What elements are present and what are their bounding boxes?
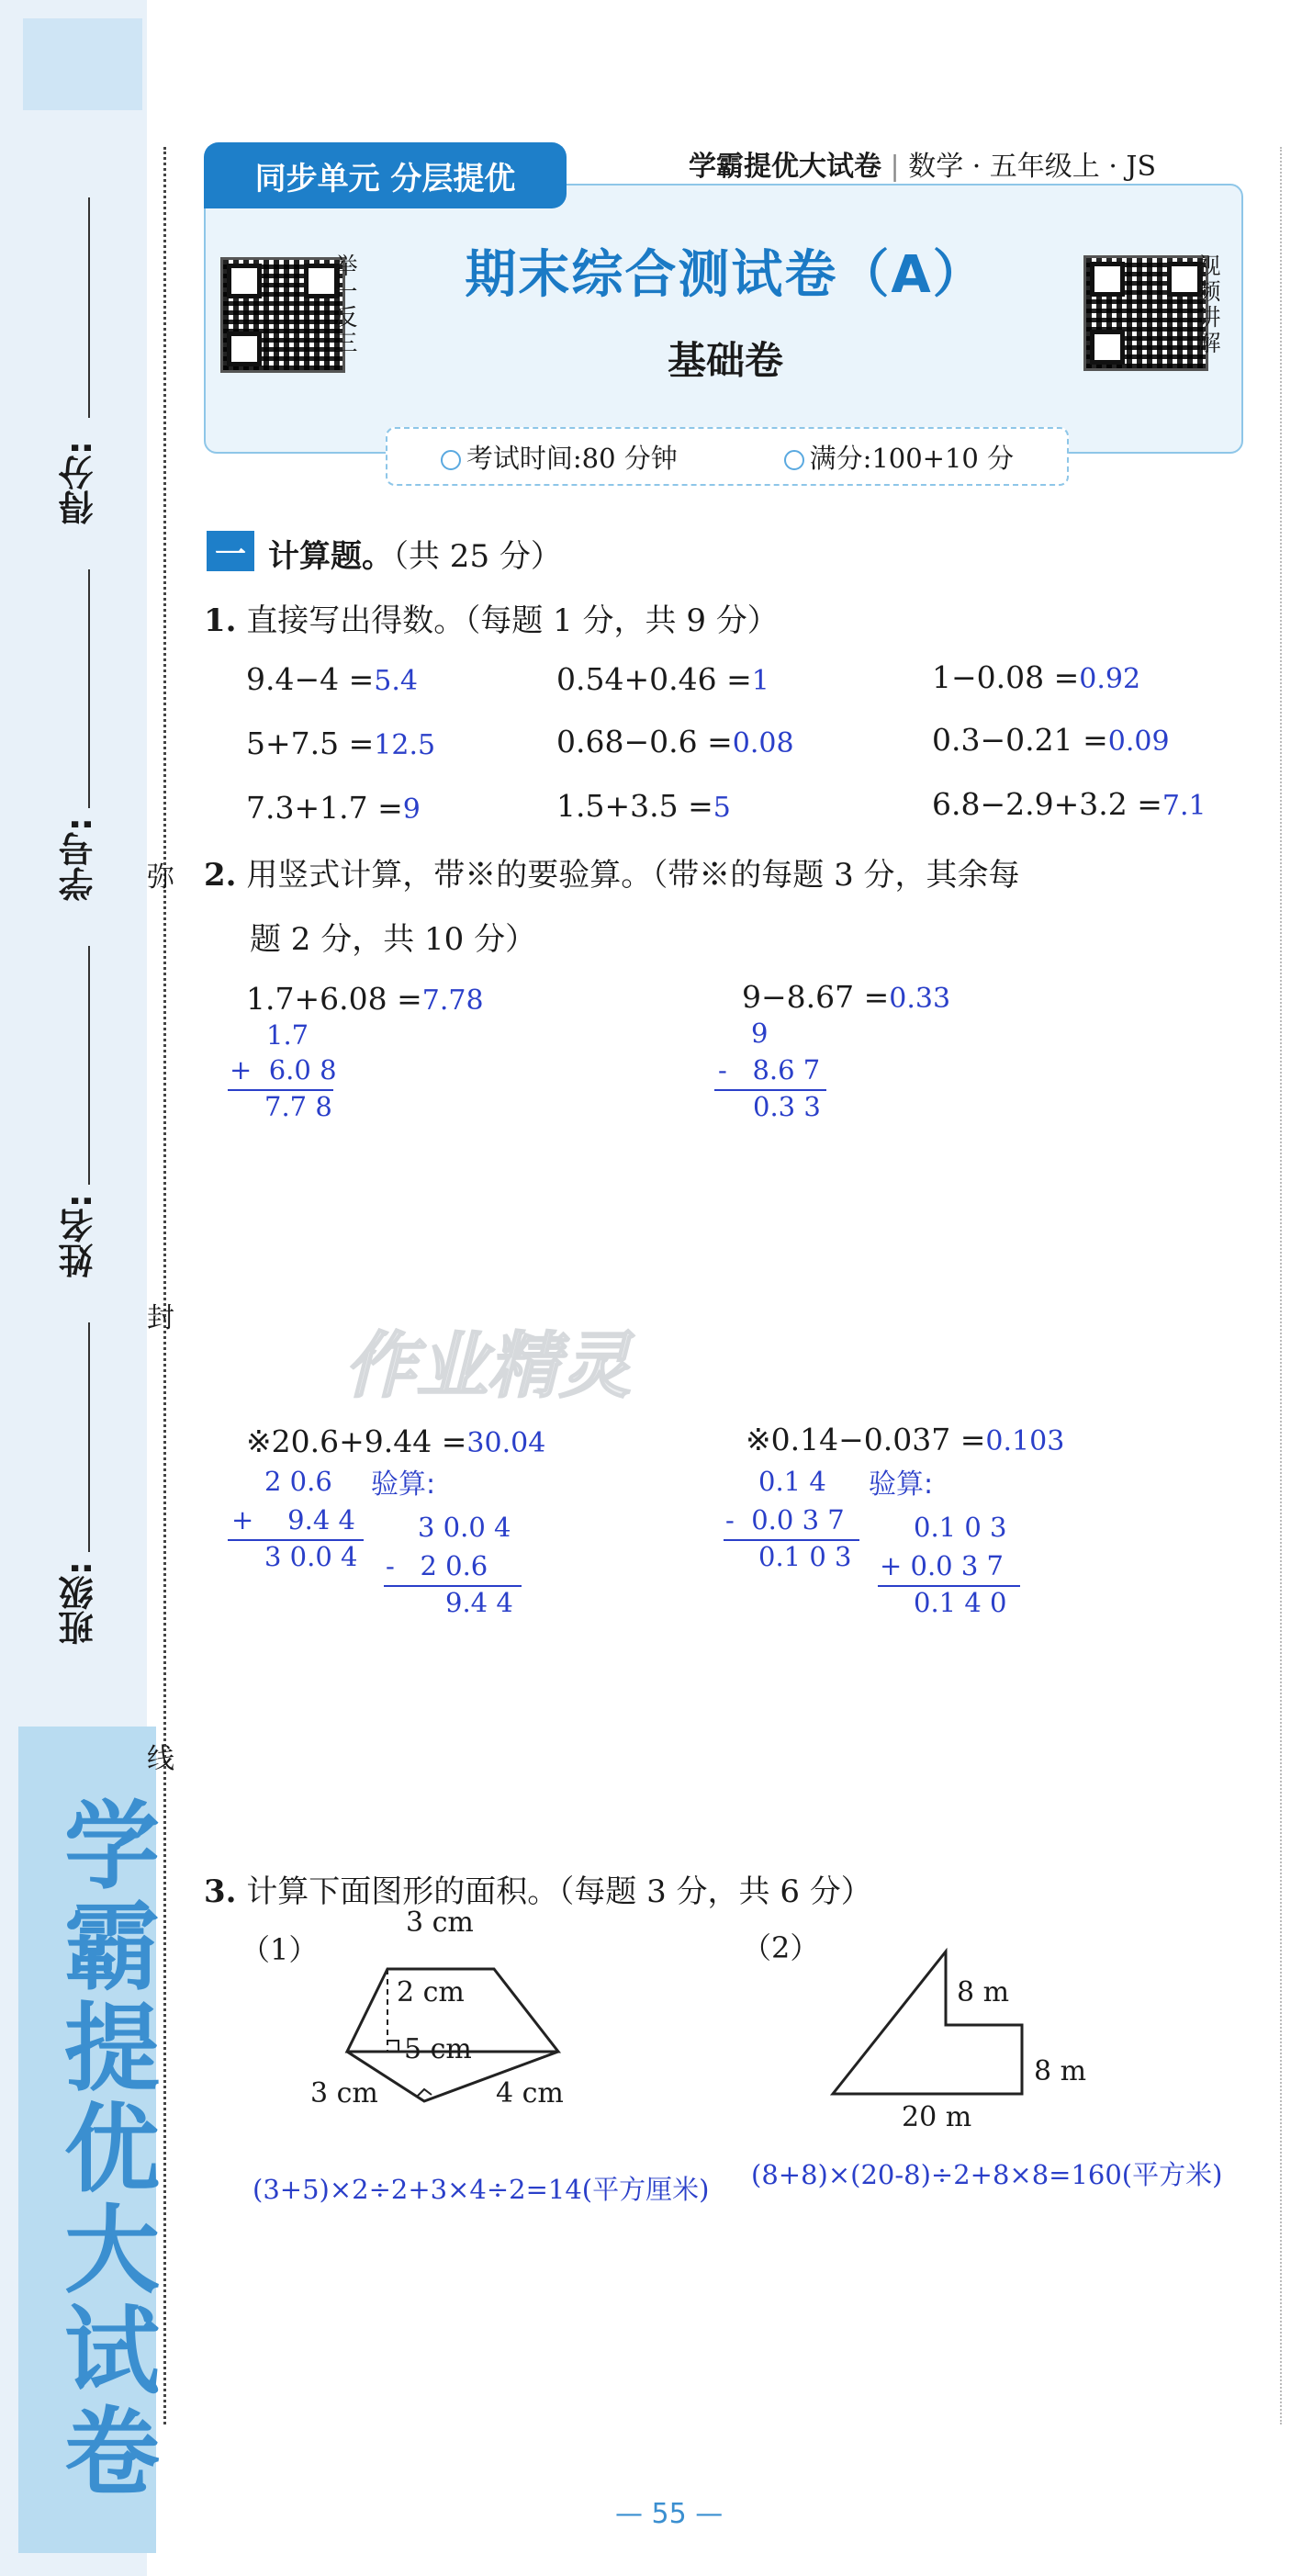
calc-result: 7.7 8 <box>264 1091 332 1122</box>
caption-char: 举 <box>334 253 358 279</box>
answer: 0.33 <box>889 983 951 1015</box>
figure-1-right-label: 4 cm <box>496 2077 564 2109</box>
calc-result: 3 0.0 4 <box>264 1541 358 1572</box>
score-label: 得分: <box>59 441 99 525</box>
student-id-label: 学号: <box>59 817 99 902</box>
answer: 1 <box>751 665 769 697</box>
calc-row: + 6.0 8 <box>230 1054 337 1086</box>
caption-char: 一 <box>334 278 358 305</box>
check-result: 0.1 4 0 <box>914 1587 1007 1618</box>
question-text: 直接写出得数。（每题 1 分，共 9 分） <box>246 602 779 639</box>
student-id-line <box>88 569 90 808</box>
figure-2-shape <box>822 1942 1042 2108</box>
calc-row: 1.7 <box>266 1019 309 1051</box>
calc-row: 0.1 4 <box>758 1466 826 1497</box>
figure-1-left-label: 3 cm <box>310 2077 378 2109</box>
caption-char: 频 <box>1197 278 1221 305</box>
question-1 <box>204 595 779 640</box>
answer: 9 <box>402 793 421 826</box>
page-number: — 55 — <box>615 2498 724 2530</box>
qr-left-caption <box>332 253 360 356</box>
seal-char-feng: 封 <box>147 1302 174 1334</box>
calc-row: 9 <box>751 1018 769 1049</box>
class-line <box>88 1322 90 1552</box>
check-label: 验算: <box>869 1468 934 1501</box>
figure-1-height-label: 2 cm <box>397 1976 465 2008</box>
section-title <box>268 531 562 576</box>
series-tag: 同步单元 分层提优 <box>204 142 567 208</box>
vertical-problem-2: 9−8.67 =0.33 <box>742 979 951 1015</box>
exam-subtitle: 基础卷 <box>667 338 783 383</box>
calc-row: - 0.0 3 7 <box>725 1504 845 1535</box>
answer: 0.103 <box>985 1425 1065 1457</box>
question-2-line2: 题 2 分，共 10 分） <box>250 921 537 958</box>
answer: 30.04 <box>466 1427 546 1459</box>
check-row: 3 0.0 4 <box>418 1512 511 1543</box>
section-number: 一 <box>207 531 254 571</box>
question-number: 2. <box>204 857 237 894</box>
question-text: 用竖式计算，带※的要验算。（带※的每题 3 分，其余每 <box>246 857 1020 894</box>
calc-result: 0.3 3 <box>753 1091 821 1122</box>
qr-code-left <box>220 257 345 373</box>
vertical-problem-4: ※0.14−0.037 =0.103 <box>746 1422 1065 1457</box>
series-grade: 数学 · 五年级上 · JS <box>908 151 1156 183</box>
calc-row: - 8.6 7 <box>718 1054 821 1086</box>
caption-char: 视 <box>1197 253 1221 279</box>
oral-item: 5+7.5 =12.5 <box>246 726 436 761</box>
oral-item: 9.4−4 =5.4 <box>246 661 418 697</box>
name-label: 姓名: <box>59 1194 99 1278</box>
caption-char: 讲 <box>1197 304 1221 331</box>
figure-2-answer: (8+8)×(20-8)÷2+8×8=160(平方米) <box>751 2159 1223 2190</box>
qr-right-caption <box>1195 253 1223 356</box>
qr-code-right <box>1083 255 1208 371</box>
full-score-text: 满分:100+10 分 <box>809 442 1015 474</box>
figure-2-label: （2） <box>742 1930 820 1965</box>
clock-icon <box>441 450 461 470</box>
answer: 5 <box>713 792 731 824</box>
seal-dotted-line <box>163 147 166 2424</box>
name-line <box>88 946 90 1185</box>
oral-item: 0.3−0.21 =0.09 <box>932 722 1170 758</box>
separator: | <box>890 151 900 183</box>
figure-2-right-label: 8 m <box>1034 2055 1087 2087</box>
figure-2-base-label: 20 m <box>902 2101 972 2133</box>
question-number: 1. <box>204 602 237 639</box>
caption-char: 反 <box>334 304 358 331</box>
exam-time <box>441 438 678 476</box>
answer: 7.78 <box>421 984 484 1017</box>
class-label: 班级: <box>59 1561 99 1646</box>
answer: 12.5 <box>374 729 436 761</box>
oral-item: 1−0.08 =0.92 <box>932 659 1141 695</box>
question-text: 计算下面图形的面积。（每题 3 分，共 6 分） <box>246 1873 872 1910</box>
oral-item: 7.3+1.7 =9 <box>246 790 421 826</box>
exam-time-text: 考试时间:80 分钟 <box>466 442 678 474</box>
check-row: 0.1 0 3 <box>914 1512 1007 1543</box>
seal-char-xian: 线 <box>147 1743 174 1775</box>
oral-item: 1.5+3.5 =5 <box>556 788 731 824</box>
question-number: 3. <box>204 1873 237 1910</box>
oral-item: 0.54+0.46 =1 <box>556 661 769 697</box>
series-info <box>689 143 1156 184</box>
figure-1-base-label: 5 cm <box>404 2033 472 2065</box>
answer: 7.1 <box>1162 790 1207 822</box>
seal-char-mi: 弥 <box>147 861 174 894</box>
right-margin-line <box>1280 147 1282 2424</box>
answer: 5.4 <box>374 665 418 697</box>
figure-2-top-label: 8 m <box>957 1976 1010 2008</box>
score-line <box>88 197 90 418</box>
oral-item: 0.68−0.6 =0.08 <box>556 724 794 759</box>
full-score <box>784 438 1015 476</box>
calc-row: + 9.4 4 <box>231 1504 355 1535</box>
check-row: + 0.0 3 7 <box>880 1550 1004 1581</box>
figure-1-label: （1） <box>241 1932 319 1967</box>
figure-1-answer: (3+5)×2÷2+3×4÷2=14(平方厘米) <box>253 2174 710 2205</box>
caption-char: 解 <box>1197 330 1221 356</box>
vertical-problem-3: ※20.6+9.44 =30.04 <box>246 1423 546 1459</box>
figure-1-top-label: 3 cm <box>406 1907 474 1939</box>
check-result: 9.4 4 <box>445 1587 513 1618</box>
answer: 0.09 <box>1107 726 1170 758</box>
exam-title: 期末综合测试卷（A） <box>465 245 986 305</box>
section-title-text: 计算题。 <box>268 538 393 575</box>
vertical-problem-1: 1.7+6.08 =7.78 <box>246 981 484 1017</box>
question-3 <box>204 1866 872 1911</box>
series-name: 学霸提优大试卷 <box>689 151 881 183</box>
check-label: 验算: <box>371 1468 436 1501</box>
binding-strip-accent <box>23 18 142 110</box>
exam-info-box <box>386 427 1069 486</box>
brand-logo-text: 学霸提优大试卷 <box>48 1795 160 2503</box>
section-points: （共 25 分） <box>393 538 562 575</box>
check-icon <box>784 450 804 470</box>
oral-item: 6.8−2.9+3.2 =7.1 <box>932 786 1207 822</box>
answer: 0.08 <box>732 727 794 759</box>
question-2 <box>204 849 1020 894</box>
caption-char: 三 <box>334 330 358 356</box>
calc-row: 2 0.6 <box>264 1466 332 1497</box>
watermark: 作业精灵 <box>344 1325 632 1408</box>
calc-result: 0.1 0 3 <box>758 1541 852 1572</box>
answer: 0.92 <box>1079 663 1141 695</box>
check-row: - 2 0.6 <box>386 1550 488 1581</box>
